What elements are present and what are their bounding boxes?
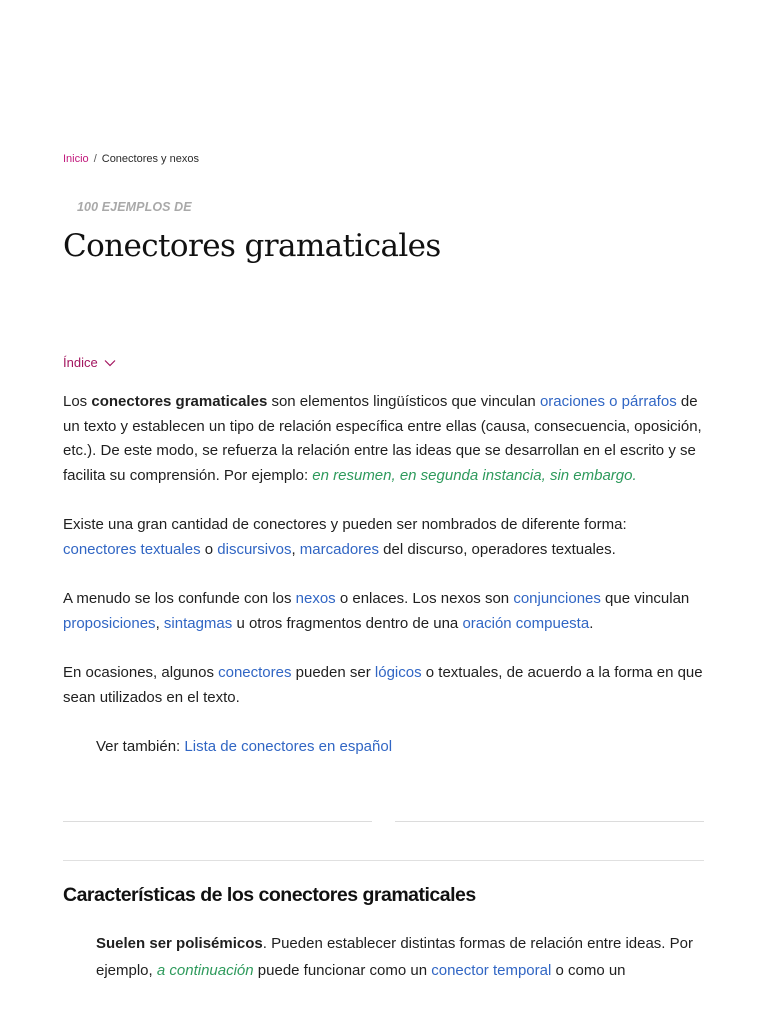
proposiciones-link[interactable]: proposiciones <box>63 614 156 632</box>
text: del discurso, operadores textuales. <box>379 540 616 558</box>
bold-term: conectores gramaticales <box>91 393 268 410</box>
title-kicker: 100 EJEMPLOS DE <box>77 200 192 214</box>
breadcrumb-separator: / <box>93 153 97 165</box>
index-label: Índice <box>63 355 98 370</box>
text: que vinculan <box>600 590 690 607</box>
text: o <box>200 540 218 558</box>
breadcrumb-current: Conectores y nexos <box>101 153 199 165</box>
breadcrumb <box>63 153 199 165</box>
text: o textuales, de acuerdo a la forma en que sean utilizados en el texto. <box>63 664 703 706</box>
text: , <box>291 540 300 558</box>
see-also <box>96 735 704 760</box>
example-text: en resumen, en segunda instancia, sin embargo. <box>312 466 637 484</box>
bold-term: Suelen ser polisémicos <box>96 935 263 952</box>
page-title: Conectores gramaticales <box>63 228 441 264</box>
divider-row <box>63 821 704 822</box>
text: Existe una gran cantidad de conectores y pueden ser nombrados de diferente forma: <box>63 516 627 533</box>
text: . Pueden establecer distintas formas de relación entre ideas. Por ejemplo, <box>96 935 693 979</box>
usage-paragraph <box>63 661 704 710</box>
nexos-paragraph <box>63 587 704 636</box>
divider-right <box>395 821 704 822</box>
oraciones-link[interactable]: oraciones o párrafos <box>539 393 677 410</box>
section-divider <box>63 860 704 861</box>
conjunciones-link[interactable]: conjunciones <box>513 590 601 607</box>
index-toggle-button[interactable] <box>63 355 116 370</box>
conector-temporal-link[interactable]: conector temporal <box>431 962 552 979</box>
list-item <box>96 930 704 984</box>
see-also-link[interactable]: Lista de conectores en español <box>184 738 393 755</box>
text: A menudo se los confunde con los <box>63 590 296 607</box>
conectores-link[interactable]: conectores <box>218 664 292 681</box>
breadcrumb-home-link[interactable]: Inicio <box>63 153 89 165</box>
text: Los <box>63 393 92 410</box>
article-body <box>63 390 704 785</box>
intro-paragraph <box>63 390 704 488</box>
sintagmas-link[interactable]: sintagmas <box>163 614 233 632</box>
text: , <box>155 614 164 632</box>
text: o como un <box>551 962 626 979</box>
characteristics-list <box>96 930 704 984</box>
conectores-textuales-link[interactable]: conectores textuales <box>63 540 201 558</box>
text: de un texto y establecen un tipo de relación específica entre ellas (causa, consecuencia, oposición, etc.). De este modo, se refuerza la relación entre las ideas que se desarrollan en el escrito y se facilita su comprensión. Por ejemplo: <box>63 393 702 484</box>
section-heading: Características de los conectores gramaticales <box>63 884 476 906</box>
marcadores-link[interactable]: marcadores <box>299 540 379 558</box>
divider-left <box>63 821 372 822</box>
oracion-compuesta-link[interactable]: oración compuesta <box>462 614 590 632</box>
logicos-link[interactable]: lógicos <box>374 664 422 681</box>
see-also-label: Ver también: <box>96 738 185 755</box>
text: o enlaces. Los nexos son <box>335 590 514 607</box>
forms-paragraph <box>63 513 704 562</box>
text: . <box>589 614 594 632</box>
discursivos-link[interactable]: discursivos <box>217 540 292 558</box>
text: puede funcionar como un <box>253 962 432 979</box>
text: En ocasiones, algunos <box>63 664 219 681</box>
nexos-link[interactable]: nexos <box>295 590 336 607</box>
text: u otros fragmentos dentro de una <box>232 614 463 632</box>
text: pueden ser <box>291 664 375 681</box>
example-text: a continuación <box>156 962 254 979</box>
text: son elementos lingüísticos que vinculan <box>267 393 540 410</box>
chevron-down-icon <box>104 359 116 367</box>
